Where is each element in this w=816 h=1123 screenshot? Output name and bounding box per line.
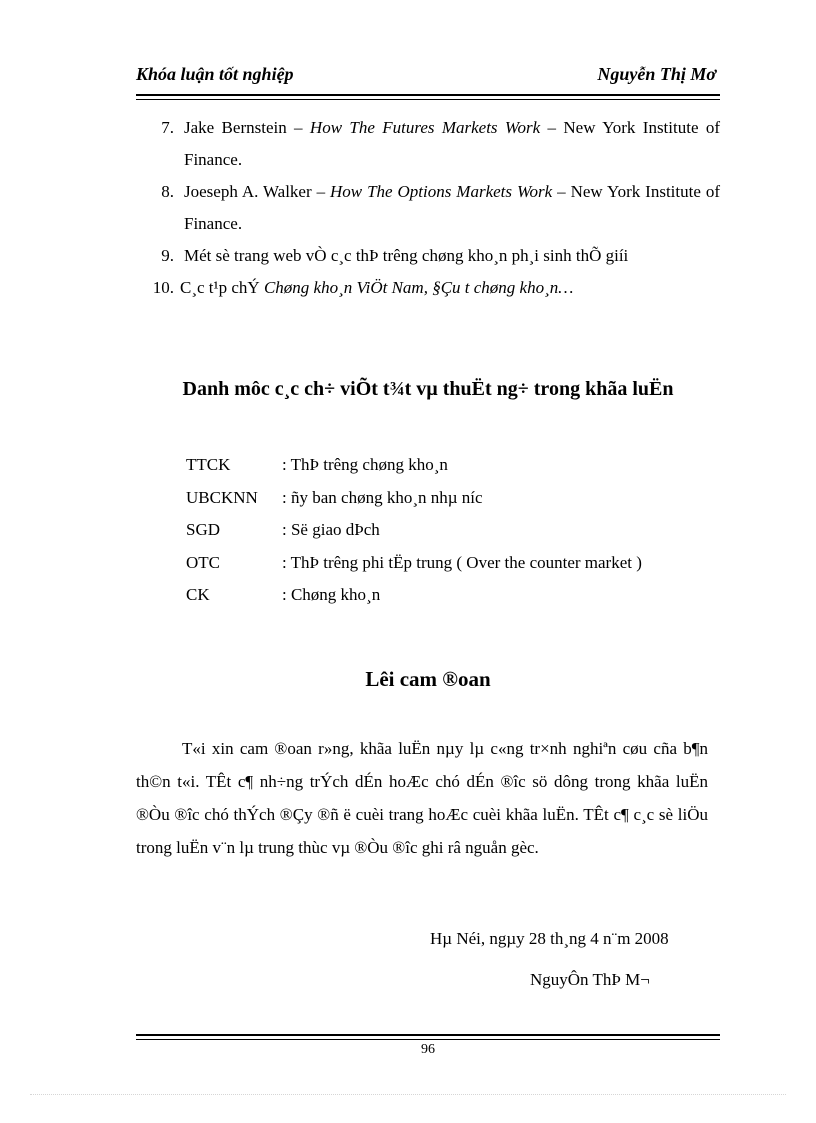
reference-publisher: – New York Institute of Finance. xyxy=(184,182,720,233)
reference-text xyxy=(174,240,720,272)
abbreviation-value: : Së giao dÞch xyxy=(282,520,380,539)
abbreviation-row xyxy=(186,482,642,515)
abbreviation-value: : ThÞ trêng phi tËp trung ( Over the counter market ) xyxy=(282,552,642,572)
place-date: Hµ Néi, ngµy 28 th¸ng 4 n¨m 2008 xyxy=(430,929,669,948)
reference-text xyxy=(174,176,720,240)
commitment-title: Lêi cam ®oan xyxy=(365,667,491,691)
abbreviation-row xyxy=(186,547,642,580)
reference-title: How The Futures Markets Work xyxy=(309,118,541,137)
reference-author: Jake Bernstein – xyxy=(184,118,310,137)
reference-number: 10. xyxy=(152,278,174,297)
header-thesis-label: Khóa luận tốt nghiệp xyxy=(136,64,294,84)
reference-item xyxy=(136,240,720,272)
reference-publisher: – New York Institute of Finance. xyxy=(184,118,721,169)
reference-list xyxy=(136,112,720,304)
reference-title: Chøng kho¸n ViÖt Nam, §Çu t chøng kho¸n… xyxy=(263,278,574,297)
header-rule xyxy=(136,94,720,100)
page-edge-line xyxy=(30,1094,786,1095)
abbreviation-key: SGD xyxy=(186,520,221,539)
abbreviation-row xyxy=(186,449,642,482)
abbreviation-value: : ThÞ trêng chøng kho¸n xyxy=(282,455,448,474)
abbreviation-key: CK xyxy=(186,585,210,604)
reference-item xyxy=(136,176,720,240)
commitment-paragraph: T«i xin cam ®oan r»ng, khãa luËn nµy lµ c«ng tr×nh nghiªn cøu cña b¶n th©n t«i. TÊt c¶ nh÷ng trÝch dÉn hoÆc chó dÉn ®îc sö dông trong khãa luËn ®Òu ®îc chó thÝch ®Çy ®ñ ë cuèi trang hoÆc cuèi khãa luËn. TÊt c¶ c¸c sè liÖu trong luËn v¨n lµ trung thùc vµ ®Òu ®îc ghi râ nguån gèc. xyxy=(136,739,708,857)
abbreviations-title: Danh môc c¸c ch÷ viÕt t¾t vµ thuËt ng÷ trong khãa luËn xyxy=(182,378,674,400)
abbreviation-key: UBCKNN xyxy=(186,487,258,507)
header-author-name: Nguyễn Thị Mơ xyxy=(597,64,716,84)
abbreviation-key: OTC xyxy=(186,552,220,572)
reference-number: 9. xyxy=(161,246,174,265)
reference-text xyxy=(174,112,720,176)
reference-author: Joeseph A. Walker – xyxy=(184,182,331,201)
reference-text xyxy=(174,272,720,304)
reference-author: C¸c t¹p chÝ xyxy=(180,278,264,297)
reference-number: 7. xyxy=(161,118,174,137)
abbreviation-table xyxy=(186,449,642,612)
page-number: 96 xyxy=(421,1042,435,1057)
reference-item xyxy=(136,112,720,176)
abbreviation-value: : Chøng kho¸n xyxy=(282,585,381,604)
author-signature: NguyÔn ThÞ M¬ xyxy=(530,970,650,989)
reference-author: Mét sè trang web vÒ c¸c thÞ trêng chøng kho¸n ph¸i sinh thÕ giíi xyxy=(184,246,629,265)
abbreviation-value: : ñy ban chøng kho¸n nhµ níc xyxy=(282,487,483,507)
reference-title: How The Options Markets Work xyxy=(330,182,553,201)
footer-rule xyxy=(136,1034,720,1040)
abbreviation-row xyxy=(186,579,642,612)
reference-item xyxy=(136,272,720,304)
abbreviation-key: TTCK xyxy=(186,455,231,474)
reference-number: 8. xyxy=(161,182,174,201)
abbreviation-row xyxy=(186,514,642,547)
